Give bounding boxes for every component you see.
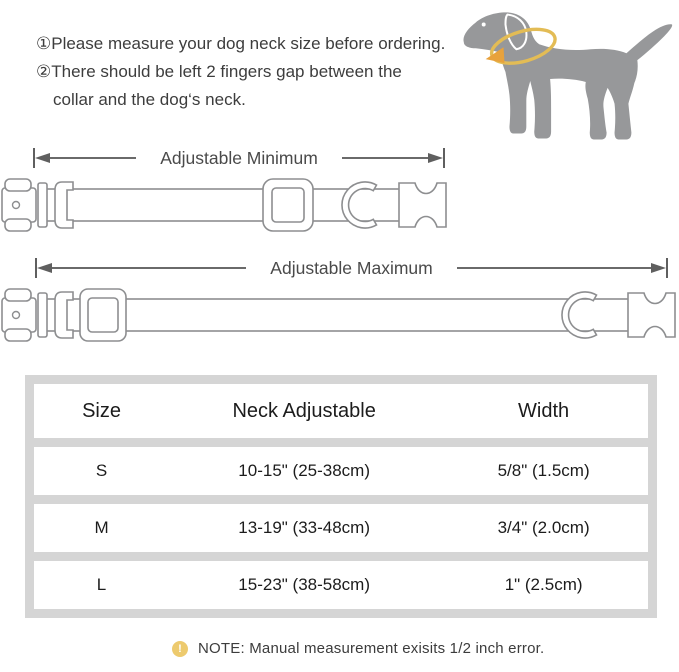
cell-neck: 15-23" (38-58cm) [238,575,370,594]
cell-neck: 13-19" (33-48cm) [238,518,370,537]
measure-line-minimum [33,147,445,169]
cell-width: 5/8" (1.5cm) [497,461,590,480]
arrow-right-icon [428,153,443,163]
note [172,640,544,657]
cell-size: L [96,575,107,594]
note-text: NOTE: Manual measurement exisits 1/2 inch error. [198,640,545,657]
cell-size: M [94,518,109,537]
maximum-label: Adjustable Maximum [270,257,433,278]
collar-maximum-diagram [0,282,676,348]
size-table [25,375,657,618]
header-neck-adjustable: Neck Adjustable [232,399,376,422]
dog-illustration [448,2,676,154]
measure-line-maximum [35,257,668,279]
instruction-line-3: collar and the dog‘s neck. [53,90,246,109]
dog-eye [482,22,486,26]
collar-minimum-diagram [0,172,447,238]
measure-tick-right [443,148,445,168]
collar-maximum-icon [0,282,676,348]
collar-minimum-icon [0,172,447,238]
table-row-l [34,561,648,609]
header-width: Width [518,399,570,422]
dog-silhouette-icon [448,2,676,154]
header-size: Size [82,399,121,422]
cell-width: 3/4" (2.0cm) [497,518,590,537]
cell-width: 1" (2.5cm) [504,575,583,594]
measure-tick-right [666,258,668,278]
minimum-label: Adjustable Minimum [160,147,318,168]
cell-size: S [95,461,108,480]
size-table-header [34,384,648,438]
instruction-line-1: ①Please measure your dog neck size before ordering. [36,34,446,53]
cell-neck: 10-15" (25-38cm) [238,461,370,480]
exclamation-circle-icon: ! [172,641,188,657]
arrow-left-icon [35,153,50,163]
arrow-right-icon [651,263,666,273]
table-row-m [34,504,648,552]
instructions [36,30,456,114]
table-row-s [34,447,648,495]
arrow-left-icon [37,263,52,273]
instruction-line-2: ②There should be left 2 fingers gap between the [36,62,402,81]
